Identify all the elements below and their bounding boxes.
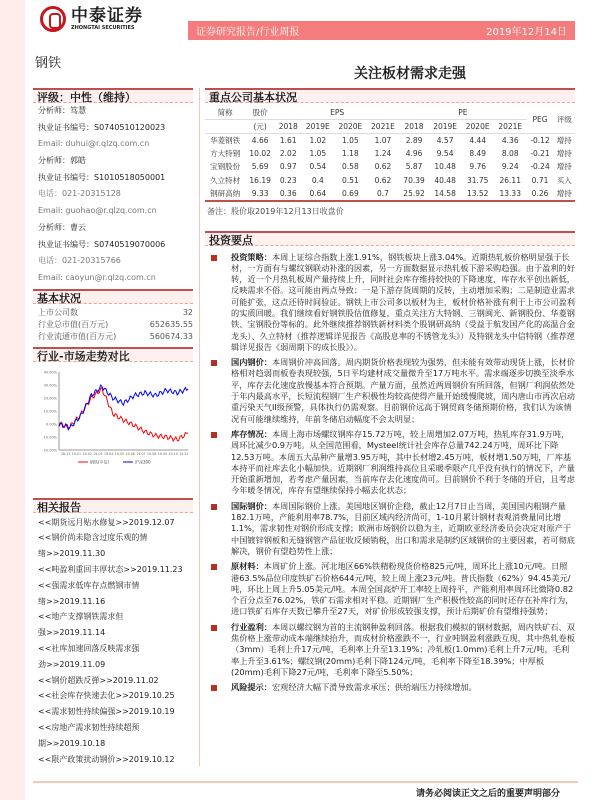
x-tick-label: 19-08 [147, 451, 157, 456]
table-cell: 0.58 [342, 162, 359, 172]
table-cell: 4.44 [469, 135, 487, 145]
bullet-square-icon [211, 360, 217, 366]
table-cell: 9.76 [469, 162, 487, 172]
legend-label: 钢铁(中信) [90, 459, 110, 465]
col-price: 股价 [245, 106, 275, 120]
col-sub-header: 2020E [461, 120, 494, 134]
related-report-link[interactable]: <<限产政策扰动钢价>>2019.10.12 [38, 754, 175, 764]
bullet-body: 本周钢价冲高回落。周内期货价格表现较为强势，但未能有效带动现货上涨，长材价格相对趋弱而板卷表现较强，5日平均建材成交量微升至17万吨水平。需求端逐步切换至淡季水平，库存去化速度放慢基本符合预期。产量方面，虽然近两周钢价有所回落，但钢厂利润依然处于年内最高水平，长短流程钢厂生产积极性均较高使得产量开始缓慢爬坡，周内唐山市再次启动重污染天气II级预警，具体执行仍需观察。目前钢价远高于钢贸商冬储预期价格，我们认为该情况有可能继续维持，年前冬储启动幅度不会太明显； [231, 357, 575, 424]
y-tick-label: 10.00% [43, 409, 57, 414]
table-cell: 1.02 [309, 135, 327, 145]
bullet-title: 原材料： [231, 561, 264, 572]
table-cell: 9.24 [501, 162, 519, 172]
related-report-link[interactable]: 强>>2019.11.14 [38, 628, 106, 638]
companies-heading: 重点公司基本状况 [205, 88, 575, 103]
table-cell: 增持 [556, 148, 572, 158]
bullet-item [205, 682, 575, 693]
bullet-title: 投资策略： [231, 251, 272, 262]
x-tick-label: 18-12 [61, 451, 71, 456]
x-tick-label: 19-01 [71, 451, 82, 456]
reports-heading: 相关报告 [33, 498, 193, 513]
table-cell: 0.64 [302, 187, 335, 201]
x-tick-label: 19-10 [168, 451, 178, 456]
related-report-link[interactable]: <<强需求低库存点燃钢市情 [38, 580, 140, 590]
bullet-body: 本周上证综合指数上涨1.91%，钢铁板块上涨3.04%。近期热轧板价格明显强于长材，一方面有与螺纹钢联动补涨的因素，另一方面数据显示热轧板下游采购趋强。由于盈利的好转，近一个月热轧板周产量持续上升，同时社会库存维持较快的下降速度，库存水平创出新低，反映需求不俗。这可能由两点导致：一是下游存货周期的反转，主动增加采购；二是制造业需求可能扩张，这点还待时间验证。钢铁上市公司多以板材为主，板材价格补涨有利于上市公司盈利的实质回暖。我们继续看好钢铁股估值修复，重点关注方大特钢、三钢闽光、新钢股份、华菱钢铁、宝钢股份等标的。此外继续推荐钢铁新材料类个股钢研高纳（受益于航发国产化的高温合金龙头）、久立特材（推荐逻辑详见报告《高股息率的不锈管龙头》）及特钢龙头中信特钢（推荐逻辑详见报告《弱周期下的成长股》）。 [231, 251, 575, 352]
table-cell: 久立特材 [210, 175, 241, 185]
report-title: 关注板材需求走强 [354, 66, 466, 82]
related-report-link[interactable]: <<房地产需求韧性持续超预 [38, 722, 140, 732]
company-logo [40, 6, 143, 32]
table-note: 备注：股价取2019年12月13日收盘价 [207, 206, 344, 216]
basic-value: 32 [182, 307, 193, 317]
companies-table [205, 106, 575, 202]
related-report-link[interactable]: <<钢价超跌反弹>>2019.11.02 [38, 675, 159, 685]
table-cell: 40.48 [434, 175, 456, 185]
table-cell: 31.75 [466, 175, 489, 185]
col-eps: EPS [275, 106, 399, 120]
bullet-text [231, 622, 575, 678]
table-cell: 2.89 [405, 135, 423, 145]
points-heading: 投资要点 [205, 231, 575, 246]
table-cell: 13.52 [461, 187, 494, 201]
logo-en: ZHONGTAI SECURITIES [71, 25, 135, 31]
table-cell: 1.24 [374, 148, 392, 158]
basic-value: 652635.55 [149, 319, 193, 329]
table-cell: 0.7 [367, 187, 400, 201]
series-line-0 [59, 387, 188, 440]
table-cell: 4.36 [501, 135, 519, 145]
bullet-square-icon [211, 432, 217, 438]
investment-points [205, 246, 575, 694]
chart-heading: 行业-市场走势对比 [33, 347, 193, 362]
bullet-text [231, 501, 575, 557]
table-cell: 1.61 [279, 135, 297, 145]
col-sub-header: 2021E [367, 120, 400, 134]
col-sub-header: (元) [245, 120, 275, 134]
report-date: 2019年12月14日 [486, 27, 567, 38]
table-cell: 增持 [556, 135, 572, 145]
logo-icon [40, 6, 66, 32]
table-cell: 0.62 [374, 162, 392, 172]
col-name: 简称 [205, 106, 245, 120]
basic-heading: 基本状况 [33, 289, 193, 304]
table-cell: 0.71 [531, 175, 549, 185]
bullet-square-icon [211, 685, 217, 691]
basic-key: 行业总市值(百万元) [38, 319, 109, 329]
basic-row [33, 307, 193, 319]
table-cell: 5.69 [251, 162, 269, 172]
basic-key: 行业流通市值(百万元) [38, 331, 117, 341]
right-column [205, 88, 575, 693]
table-cell: 9.54 [436, 148, 454, 158]
col-sub-header: 2019E [302, 120, 335, 134]
analyst-line: Email: duhui@r.qlzq.com.cn [38, 139, 150, 149]
table-cell: 13.33 [494, 187, 527, 201]
bullet-square-icon [211, 625, 217, 631]
table-cell: 70.39 [403, 175, 425, 185]
col-sub-header: 2018 [399, 120, 429, 134]
bullet-body: 本周国际钢价上涨。美国地区钢价企稳，截止12月7日止当周，美国国内粗钢产量182.1万吨，产能利用率78.7%，目前区域内经济尚可，1-10月累计钢材表观消费量同比增1.1%，需求韧性对钢价形成支撑；欧洲市场钢价以稳为主，近期欧亚经济委员会决定对原产于中国镀锌钢板和无缝钢管产品征收反倾销税，出口和需求是制约区域钢价的主要因素，若可彻底解决，钢价有望趋势性上涨； [231, 500, 575, 556]
table-cell: 钢研高纳 [205, 187, 245, 201]
table-row [205, 147, 575, 161]
related-report-link[interactable]: 绪>>2019.11.16 [38, 596, 106, 606]
table-cell: 25.92 [399, 187, 429, 201]
report-type: 证券研究报告/行业周报 [196, 27, 300, 38]
analyst-line: 电话：021-20315128 [38, 189, 121, 199]
analyst-list [33, 103, 193, 287]
x-tick-label: 19-02 [82, 451, 92, 456]
x-tick-label: 19-07 [136, 451, 146, 456]
table-cell: 宝钢股份 [210, 162, 241, 172]
y-tick-label: 20.00% [43, 396, 57, 401]
table-cell: 8.08 [501, 148, 519, 158]
table-cell: 0.36 [275, 187, 302, 201]
analyst-line: 执业证书编号：S1010518050001 [38, 172, 166, 182]
x-tick-label: 19-06 [125, 451, 135, 456]
bullet-text [231, 429, 575, 497]
y-tick-label: -20.00% [42, 448, 57, 453]
table-cell: 4.57 [436, 135, 454, 145]
related-report-link[interactable]: 绪>>2019.11.30 [38, 549, 106, 559]
header-bar [188, 21, 575, 40]
analyst-line: 分析师：郭皓 [38, 156, 86, 166]
table-cell: 10.02 [249, 148, 271, 158]
table-cell: 10.48 [434, 162, 456, 172]
basic-key: 上市公司数 [38, 307, 78, 317]
table-cell: 9.33 [245, 187, 275, 201]
bullet-title: 国内钢价： [231, 357, 272, 368]
table-cell: 0.97 [279, 162, 297, 172]
col-peg: PEG [527, 106, 554, 133]
sector-label: 钢铁 [35, 56, 62, 71]
bullet-item [205, 429, 575, 497]
table-cell: 1.05 [342, 135, 359, 145]
table-cell: 买入 [556, 175, 572, 185]
bullet-item [205, 501, 575, 557]
bullet-text [231, 682, 477, 693]
col-sub-header: 2019E [429, 120, 462, 134]
related-report-link[interactable]: <<期货远月贴水修复>>2019.12.07 [38, 517, 175, 527]
basic-stats [33, 304, 193, 343]
bullet-square-icon [211, 564, 217, 570]
table-cell: 14.58 [429, 187, 462, 201]
bullet-title: 国际钢价： [231, 500, 272, 511]
table-cell: 1.07 [374, 135, 392, 145]
bullet-title: 库存情况： [231, 428, 272, 439]
table-cell: 4.96 [405, 148, 423, 158]
table-cell: -0.12 [530, 135, 550, 145]
table-cell: 1.05 [309, 148, 327, 158]
column-divider [199, 88, 200, 766]
analyst-line: 分析师：笃慧 [38, 106, 86, 115]
table-cell: 0.62 [374, 175, 392, 185]
related-report-link[interactable]: <<钢价尚未隐含过度乐观的情 [38, 533, 148, 543]
basic-row [33, 319, 193, 331]
table-cell: 0.26 [527, 187, 554, 201]
table-cell: 0.23 [279, 175, 297, 185]
bullet-square-icon [211, 255, 217, 261]
bullet-item [205, 252, 575, 354]
bullet-item [205, 561, 575, 617]
related-report-link[interactable]: <<需求韧性持续偏强>>2019.10.19 [38, 707, 175, 717]
table-cell: 4.66 [251, 135, 269, 145]
trend-chart [33, 362, 193, 480]
related-report-link[interactable]: <<社库加速回落反映需求强 [38, 643, 140, 653]
table-cell: 增持 [556, 162, 572, 172]
bullet-square-icon [211, 504, 217, 510]
table-cell: 0.51 [342, 175, 359, 185]
col-rating: 评级 [554, 106, 575, 133]
page-margin [0, 0, 25, 800]
related-report-link[interactable]: <<吨盈利重回丰厚状态>>2019.11.23 [38, 564, 183, 574]
bullet-body: 本周矿价上涨。河北地区66%铁精粉现货价格825元/吨，周环比上涨10元/吨。日照港63.5%品位印度铁矿石价格644元/吨，较上周上涨23元/吨。普氏指数（62%）94.45美元/吨，环比上周上升5.05美元/吨。本周全国高炉开工率较上周持平，产能利用率周环比微降0.82个百分点至76.02%，铁矿石需求相对平稳。近期钢厂生产积极性较高的同时还存在补库行为，进口铁矿石库存天数已攀升至27天，对矿价形成较强支撑，预计后期矿价有望维持强势； [231, 561, 574, 617]
table-row [205, 160, 575, 174]
table-cell: 华菱钢铁 [210, 135, 241, 145]
analyst-line: Email: caoyun@r.qlzq.com.cn [38, 272, 156, 282]
basic-row [33, 331, 193, 343]
x-tick-label: 19-11 [179, 451, 189, 456]
table-cell: 增持 [554, 187, 575, 201]
table-cell: 8.49 [469, 148, 487, 158]
bullet-title: 行业盈利： [231, 621, 272, 632]
table-cell: -0.21 [530, 148, 550, 158]
bullet-text [231, 252, 575, 354]
bullet-body: 宏观经济大幅下滑导致需求承压；供给端压力持续增加。 [271, 682, 477, 693]
table-cell: 26.11 [499, 175, 521, 185]
table-row [205, 133, 575, 147]
left-column [33, 88, 193, 767]
rating-heading: 评级：中性（维持） [33, 88, 193, 103]
analyst-line: 分析师：曹云 [38, 222, 86, 232]
table-cell: -0.24 [530, 162, 550, 172]
table-cell: 1.18 [342, 148, 359, 158]
related-report-link[interactable]: 劲>>2019.11.09 [38, 659, 106, 669]
bullet-item [205, 357, 575, 425]
table-cell: 0.54 [309, 162, 327, 172]
bullet-body: 本周以螺纹钢为首的主流钢种盈利回落。根据我们模拟的钢材数据，周内铁矿石、双焦价格上涨带动成本端继续抬升，而成材价格涨跌不一，行业吨钢盈利涨跌互现，其中热轧卷板（3mm）毛利上升17元/吨，毛利率上升至13.19%；冷轧板(1.0mm)毛利上升7元/吨，毛利率上升至3.61%；螺纹钢(20mm)毛利下降124元/吨，毛利率下降至18.39%；中厚板(20mm)毛利下降27元/吨，毛利率下降至5.50%； [231, 621, 575, 677]
bullet-item [205, 622, 575, 678]
table-cell: 0.69 [334, 187, 367, 201]
y-tick-label: 40.00% [43, 370, 57, 375]
y-tick-label: -10.00% [42, 435, 57, 440]
col-sub-header: 2020E [334, 120, 367, 134]
footer-disclaimer: 请务必阅读正文之后的重要声明部分 [415, 789, 560, 799]
bullet-body: 本周上海市场螺纹钢库存15.72万吨，较上周增加2.07万吨，热轧库存31.9万吨，周环比减少0.9万吨。从全国范围看，Mysteel统计社会库存总量742.24万吨，周环比下降12.53万吨。本周五大品种产量增3.95万吨，其中长材增2.45万吨，板材增1.50万吨，厂库基本持平而社库去化小幅加快。近期钢厂利润维持高位且采暖季限产几乎没有执行的情况下，产量开始重新增加，若考虑产量因素，当前库存去化速度尚可。目前钢价不利于冬储的开启，且考虑今年暖冬情况，库存有望继续保持小幅去化状态； [231, 428, 575, 496]
table-cell: 5.87 [405, 162, 423, 172]
related-report-link[interactable]: <<地产支撑钢铁需求但 [38, 612, 124, 622]
bullet-text [231, 561, 575, 617]
related-report-link[interactable]: 期>>2019.10.18 [38, 738, 106, 748]
col-sub-header: 2018 [275, 120, 302, 134]
logo-name: 中泰证券 [71, 6, 143, 26]
related-report-link[interactable]: <<社会库存快速去化>>2019.10.25 [38, 691, 175, 701]
footer-line [33, 781, 578, 783]
legend-label: 沪深300 [135, 459, 151, 465]
analyst-line: Email: guohao@r.qlzq.com.cn [38, 206, 157, 216]
y-tick-label: 0.00% [45, 422, 57, 427]
col-sub-header: 2021E [494, 120, 527, 134]
table-cell: 0.4 [311, 175, 324, 185]
table-cell: 2.02 [279, 148, 297, 158]
table-cell: 方大特钢 [210, 148, 241, 158]
bullet-text [231, 357, 575, 425]
col-pe: PE [399, 106, 526, 120]
y-tick-label: 30.00% [43, 383, 57, 388]
analyst-line: 电话：021-20315766 [38, 256, 121, 266]
basic-value: 560674.33 [149, 331, 193, 341]
table-cell: 16.19 [249, 175, 271, 185]
x-tick-label: 19-09 [157, 451, 168, 456]
bullet-title: 风险提示： [231, 682, 272, 693]
analyst-line: 执业证书编号：S0740519070006 [38, 239, 166, 249]
x-tick-label: 19-04 [104, 451, 114, 456]
table-row [205, 187, 575, 201]
x-tick-label: 19-03 [93, 451, 103, 456]
x-tick-label: 19-05 [114, 451, 125, 456]
related-reports [33, 513, 193, 768]
analyst-line: 执业证书编号：S0740510120023 [38, 122, 166, 132]
table-row [205, 174, 575, 188]
